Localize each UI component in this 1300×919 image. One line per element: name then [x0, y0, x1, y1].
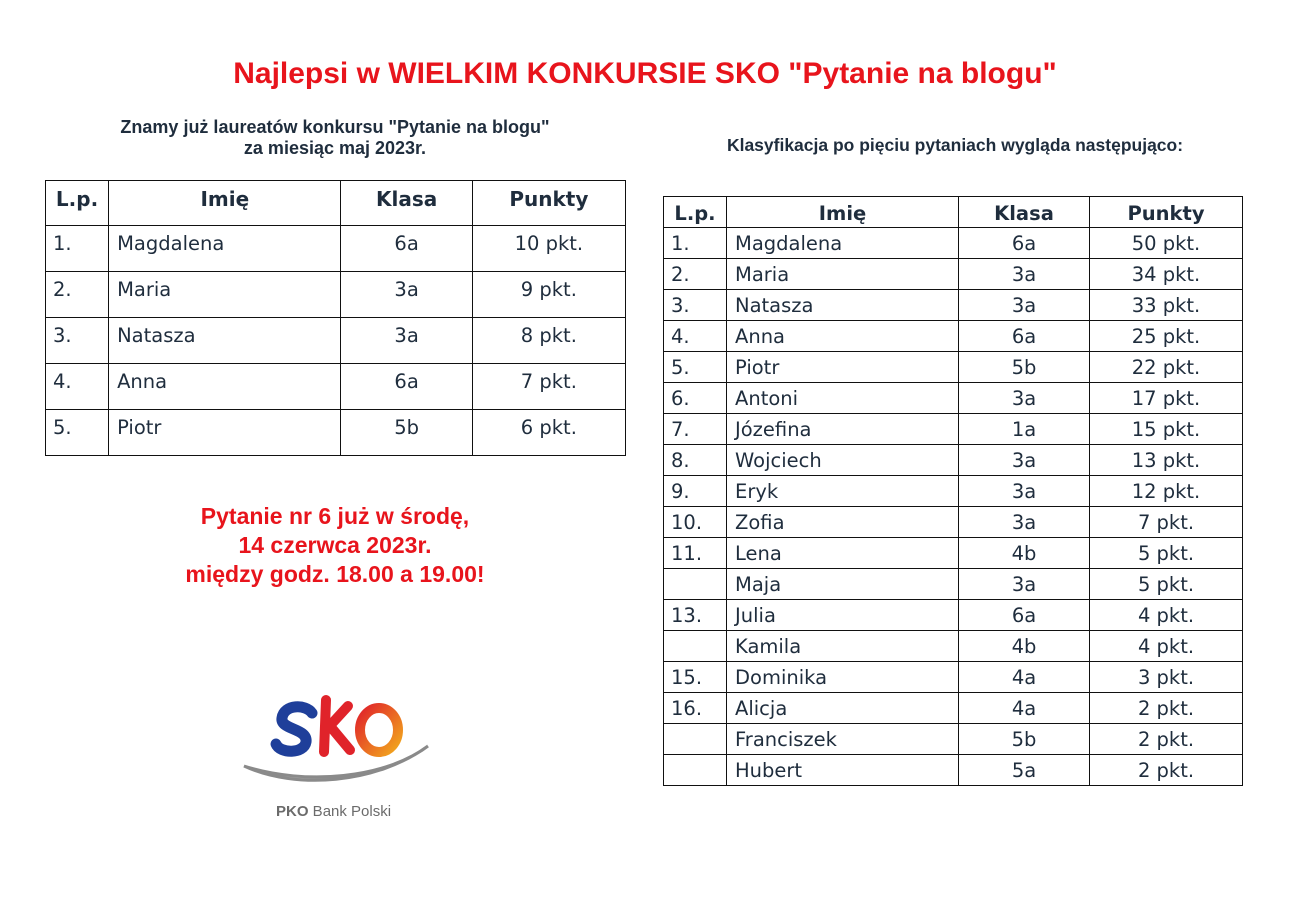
table-row: [664, 569, 1243, 600]
cell-points: 25 pkt.: [1090, 321, 1243, 352]
cell-points: 33 pkt.: [1090, 290, 1243, 321]
cell-lp: 16.: [664, 693, 727, 724]
cell-class: 3a: [959, 569, 1090, 600]
classification-table: [663, 196, 1243, 786]
cell-points: 5 pkt.: [1090, 569, 1243, 600]
cell-points: 4 pkt.: [1090, 631, 1243, 662]
cell-lp: 5.: [46, 410, 109, 456]
table-row: [664, 724, 1243, 755]
cell-class: 3a: [959, 507, 1090, 538]
cell-lp: 3.: [46, 318, 109, 364]
announcement-line-3: między godz. 18.00 a 19.00!: [185, 561, 485, 587]
monthly-winners-table: [45, 180, 626, 456]
cell-lp: 11.: [664, 538, 727, 569]
next-question-announcement: [110, 502, 560, 589]
announcement-line-1: Pytanie nr 6 już w środę,: [200, 503, 470, 529]
cell-class: 5b: [959, 724, 1090, 755]
column-header-lp: L.p.: [46, 181, 109, 226]
table-row: [664, 228, 1243, 259]
cell-points: 15 pkt.: [1090, 414, 1243, 445]
column-header-name: Imię: [727, 197, 959, 228]
table-header-row: [664, 197, 1243, 228]
cell-name: Piotr: [727, 352, 959, 383]
table-row: [664, 631, 1243, 662]
cell-name: Magdalena: [727, 228, 959, 259]
cell-lp: [664, 631, 727, 662]
cell-class: 6a: [341, 226, 472, 272]
cell-class: 4b: [959, 631, 1090, 662]
cell-class: 1a: [959, 414, 1090, 445]
cell-class: 6a: [959, 600, 1090, 631]
cell-points: 22 pkt.: [1090, 352, 1243, 383]
cell-points: 7 pkt.: [1090, 507, 1243, 538]
table-header-row: [46, 181, 626, 226]
cell-class: 6a: [959, 321, 1090, 352]
cell-name: Wojciech: [727, 445, 959, 476]
cell-name: Franciszek: [727, 724, 959, 755]
cell-name: Antoni: [727, 383, 959, 414]
table-row: [46, 410, 626, 456]
cell-points: 2 pkt.: [1090, 755, 1243, 786]
cell-name: Dominika: [727, 662, 959, 693]
cell-lp: 4.: [664, 321, 727, 352]
cell-points: 4 pkt.: [1090, 600, 1243, 631]
announcement-line-2: 14 czerwca 2023r.: [238, 532, 432, 558]
cell-points: 3 pkt.: [1090, 662, 1243, 693]
cell-name: Eryk: [727, 476, 959, 507]
cell-class: 3a: [959, 290, 1090, 321]
cell-name: Maria: [727, 259, 959, 290]
cell-points: 13 pkt.: [1090, 445, 1243, 476]
cell-points: 2 pkt.: [1090, 724, 1243, 755]
cell-lp: 5.: [664, 352, 727, 383]
cell-lp: 1.: [664, 228, 727, 259]
cell-class: 5b: [959, 352, 1090, 383]
cell-lp: 6.: [664, 383, 727, 414]
cell-lp: 4.: [46, 364, 109, 410]
cell-name: Anna: [109, 364, 341, 410]
cell-name: Piotr: [109, 410, 341, 456]
cell-points: 12 pkt.: [1090, 476, 1243, 507]
cell-name: Maria: [109, 272, 341, 318]
logo-letter-s: [276, 707, 312, 751]
cell-name: Lena: [727, 538, 959, 569]
cell-name: Maja: [727, 569, 959, 600]
cell-class: 4a: [959, 693, 1090, 724]
table-row: [664, 383, 1243, 414]
cell-class: 3a: [341, 272, 472, 318]
cell-points: 50 pkt.: [1090, 228, 1243, 259]
cell-name: Anna: [727, 321, 959, 352]
table-row: [664, 259, 1243, 290]
table-row: [46, 318, 626, 364]
intro-line-1: Znamy już laureatów konkursu "Pytanie na blogu": [120, 117, 550, 137]
table-row: [664, 755, 1243, 786]
logo-swoosh: [244, 746, 428, 780]
cell-lp: 15.: [664, 662, 727, 693]
cell-name: Magdalena: [109, 226, 341, 272]
cell-points: 5 pkt.: [1090, 538, 1243, 569]
cell-points: 34 pkt.: [1090, 259, 1243, 290]
logo-caption-bold: PKO: [276, 803, 309, 820]
column-header-points: Punkty: [472, 181, 625, 226]
logo-caption-rest: Bank Polski: [308, 803, 392, 820]
cell-class: 4b: [959, 538, 1090, 569]
cell-class: 5b: [341, 410, 472, 456]
cell-points: 8 pkt.: [472, 318, 625, 364]
table-row: [664, 600, 1243, 631]
cell-points: 2 pkt.: [1090, 693, 1243, 724]
intro-line-2: za miesiąc maj 2023r.: [243, 138, 427, 158]
table-row: [664, 290, 1243, 321]
cell-lp: 9.: [664, 476, 727, 507]
cell-name: Natasza: [109, 318, 341, 364]
classification-heading: Klasyfikacja po pięciu pytaniach wygląda następująco:: [726, 135, 1184, 155]
cell-points: 17 pkt.: [1090, 383, 1243, 414]
cell-lp: 8.: [664, 445, 727, 476]
column-header-points: Punkty: [1090, 197, 1243, 228]
cell-lp: [664, 755, 727, 786]
logo-letter-k: [324, 700, 350, 752]
cell-name: Alicja: [727, 693, 959, 724]
intro-text: [60, 117, 610, 159]
table-row: [664, 321, 1243, 352]
cell-lp: 3.: [664, 290, 727, 321]
table-row: [664, 476, 1243, 507]
column-header-lp: L.p.: [664, 197, 727, 228]
cell-points: 9 pkt.: [472, 272, 625, 318]
cell-points: 7 pkt.: [472, 364, 625, 410]
cell-name: Julia: [727, 600, 959, 631]
cell-points: 10 pkt.: [472, 226, 625, 272]
column-header-class: Klasa: [341, 181, 472, 226]
cell-class: 3a: [959, 259, 1090, 290]
cell-lp: 13.: [664, 600, 727, 631]
cell-class: 3a: [341, 318, 472, 364]
cell-lp: [664, 569, 727, 600]
table-row: [664, 352, 1243, 383]
page-title: Najlepsi w WIELKIM KONKURSIE SKO "Pytanie na blogu": [233, 57, 1057, 90]
cell-name: Józefina: [727, 414, 959, 445]
table-row: [664, 445, 1243, 476]
column-header-name: Imię: [109, 181, 341, 226]
table-row: [664, 693, 1243, 724]
cell-lp: 1.: [46, 226, 109, 272]
table-row: [46, 226, 626, 272]
cell-lp: 7.: [664, 414, 727, 445]
cell-class: 6a: [959, 228, 1090, 259]
cell-name: Natasza: [727, 290, 959, 321]
cell-class: 6a: [341, 364, 472, 410]
logo-caption: [276, 803, 416, 821]
cell-class: 4a: [959, 662, 1090, 693]
cell-lp: [664, 724, 727, 755]
cell-name: Hubert: [727, 755, 959, 786]
table-row: [664, 414, 1243, 445]
table-row: [664, 662, 1243, 693]
cell-lp: 2.: [46, 272, 109, 318]
table-row: [46, 364, 626, 410]
cell-name: Zofia: [727, 507, 959, 538]
cell-class: 3a: [959, 476, 1090, 507]
table-row: [664, 538, 1243, 569]
logo-letter-o: [360, 708, 398, 752]
cell-points: 6 pkt.: [472, 410, 625, 456]
column-header-class: Klasa: [959, 197, 1090, 228]
table-row: [664, 507, 1243, 538]
cell-lp: 10.: [664, 507, 727, 538]
table-row: [46, 272, 626, 318]
cell-name: Kamila: [727, 631, 959, 662]
sko-logo-graphic: [236, 688, 436, 798]
cell-class: 3a: [959, 383, 1090, 414]
cell-class: 5a: [959, 755, 1090, 786]
cell-class: 3a: [959, 445, 1090, 476]
cell-lp: 2.: [664, 259, 727, 290]
